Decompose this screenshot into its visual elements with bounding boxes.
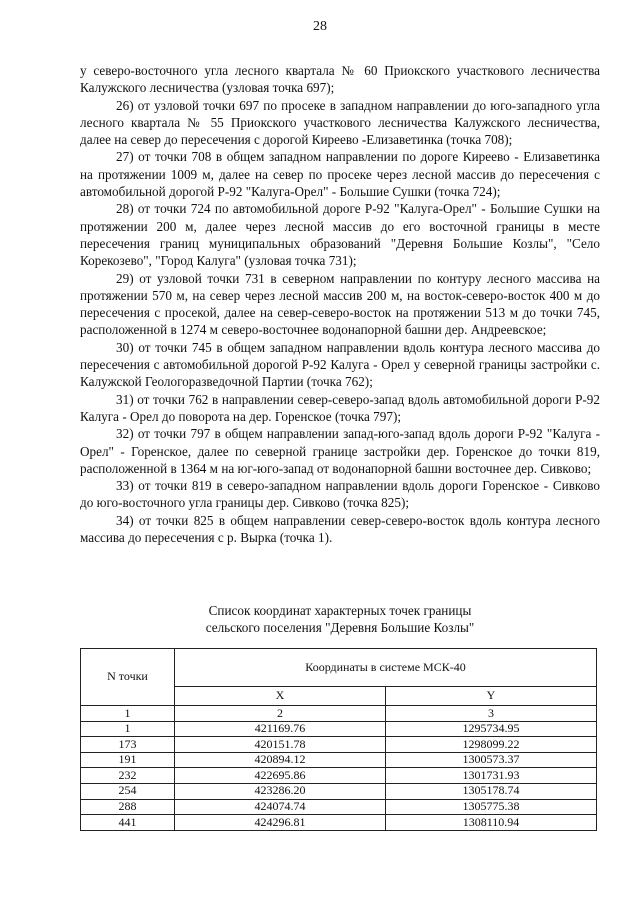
table-row (81, 783, 597, 799)
table-title (80, 602, 600, 636)
paragraph: 32) от точки 797 в общем направлении запад-юго-запад вдоль дороги Р-92 "Калуга - Орел" - Горенское, далее по северной границе застройки дер. Горенское до точки 819, расположенной в 1364 м на юг-юго-запад от водонапорной башни восточнее дер. Сивково; (80, 426, 600, 476)
x-coordinate-cell: 421169.76 (175, 721, 386, 737)
paragraph: 26) от узловой точки 697 по просеке в западном направлении до юго-западного угла лесного квартала № 55 Приокского участкового лесничества Калужского лесничества, далее на север до пересечения с дорогой Киреево -Елизаветинка (точка 708); (80, 97, 600, 148)
y-coordinate-cell: 1305775.38 (386, 799, 597, 815)
table-title-line-2: сельского поселения "Деревня Большие Козлы" (205, 620, 475, 635)
table-row (81, 721, 597, 737)
y-coordinate-cell: 1305178.74 (386, 783, 597, 799)
boundary-description (80, 62, 600, 546)
point-number-cell: 191 (81, 752, 175, 768)
paragraph: 28) от точки 724 по автомобильной дороге Р-92 "Калуга-Орел" - Большие Сушки на протяжении 200 м, далее через лесной массив до его восточной границы в месте пересечения границ муниципальных образований "Деревня Большие Козлы", "Село Корекозево", "Город Калуга" (узловая точка 731); (80, 201, 600, 269)
table-row (81, 768, 597, 784)
point-number-cell: 441 (81, 815, 175, 831)
y-coordinate-cell: 1308110.94 (386, 815, 597, 831)
paragraph: у северо-восточного угла лесного квартала № 60 Приокского участкового лесничества Калужского лесничества (узловая точка 697); (80, 63, 600, 96)
table-row (81, 752, 597, 768)
y-coordinate-cell: 1300573.37 (386, 752, 597, 768)
x-coordinate-cell: 422695.86 (175, 768, 386, 784)
x-coordinate-cell: 423286.20 (175, 783, 386, 799)
x-coordinate-cell: 424074.74 (175, 799, 386, 815)
coordinates-table-body (81, 721, 597, 830)
header-y: Y (386, 687, 597, 706)
x-coordinate-cell: 420151.78 (175, 737, 386, 753)
paragraph: 30) от точки 745 в общем западном направлении вдоль контура лесного массива до пересечения с автомобильной дорогой Р-92 Калуга - Орел у северной границы застройки с. Калужской Геологоразведочной Партии (точка 762); (80, 339, 600, 390)
table-row (81, 799, 597, 815)
x-coordinate-cell: 420894.12 (175, 752, 386, 768)
paragraph: 33) от точки 819 в северо-западном направлении вдоль дороги Горенское - Сивково до юго-восточного угла границы дер. Сивково (точка 825); (80, 478, 600, 511)
header-point-number: N точки (81, 649, 175, 706)
header-x: X (175, 687, 386, 706)
point-number-cell: 254 (81, 783, 175, 799)
y-coordinate-cell: 1298099.22 (386, 737, 597, 753)
table-title-line-1: Список координат характерных точек границы (208, 603, 472, 618)
paragraph: 29) от узловой точки 731 в северном направлении по контуру лесного массива на протяжении 570 м, на север через лесной массив 200 м, на восток-северо-восток 400 м до пересечения с просекой, далее на север-северо-восток на протяжении 513 м до точки 745, расположенной в 1274 м северо-восточнее водонапорной башни дер. Андреевское; (80, 270, 600, 338)
point-number-cell: 288 (81, 799, 175, 815)
point-number-cell: 173 (81, 737, 175, 753)
column-number-1: 1 (81, 706, 175, 722)
column-number-3: 3 (386, 706, 597, 722)
table-row (81, 815, 597, 831)
y-coordinate-cell: 1301731.93 (386, 768, 597, 784)
column-number-2: 2 (175, 706, 386, 722)
point-number-cell: 1 (81, 721, 175, 737)
paragraph: 31) от точки 762 в направлении север-северо-запад вдоль автомобильной дороги Р-92 Калуга - Орел до поворота на дер. Горенское (точка 797); (80, 391, 600, 424)
x-coordinate-cell: 424296.81 (175, 815, 386, 831)
point-number-cell: 232 (81, 768, 175, 784)
paragraph: 34) от точки 825 в общем направлении север-северо-восток вдоль контура лесного массива до пересечения с р. Вырка (точка 1). (80, 512, 600, 546)
page-number: 28 (313, 19, 327, 34)
table-row (81, 737, 597, 753)
coordinates-table (80, 648, 597, 831)
paragraph: 27) от точки 708 в общем западном направлении по дороге Киреево - Елизаветинка на протяжении 1009 м, далее на север по просеке через лесной массив до пересечения с автомобильной дорогой Р-92 "Калуга-Орел" - Большие Сушки (точка 724); (80, 149, 600, 200)
y-coordinate-cell: 1295734.95 (386, 721, 597, 737)
header-coordinate-system: Координаты в системе МСК-40 (175, 649, 597, 687)
